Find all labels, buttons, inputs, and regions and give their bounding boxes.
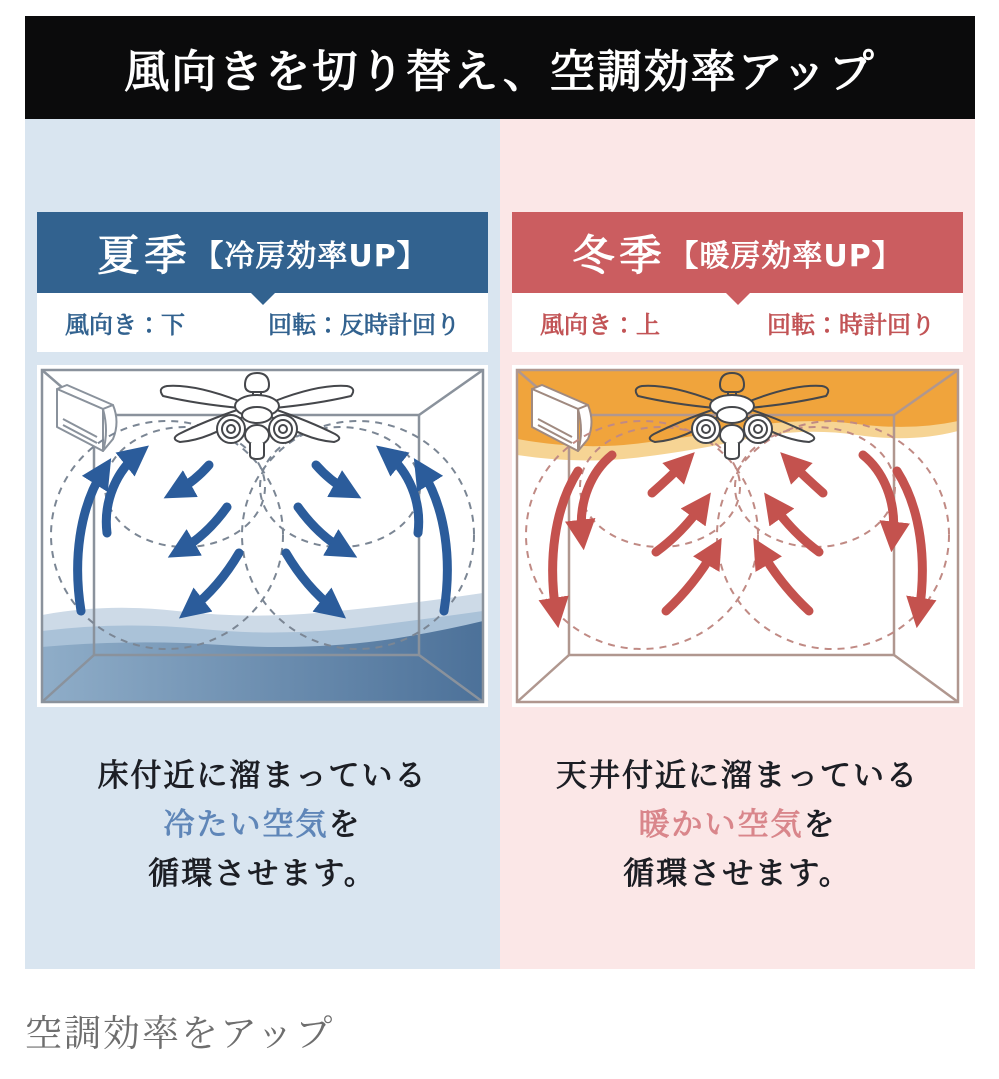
winter-caption-line3: 循環させます。 [623, 856, 852, 892]
winter-benefit-label: 【暖房効率UP】 [668, 238, 903, 274]
summer-header [37, 212, 488, 293]
summer-panel [25, 119, 500, 969]
summer-caption-line3: 循環させます。 [148, 856, 377, 892]
winter-caption-line1: 天井付近に溜まっている [556, 758, 919, 794]
winter-caption-line2 [500, 801, 975, 850]
summer-room-svg [37, 365, 488, 707]
winter-caption [500, 752, 975, 899]
winter-caption-particle: を [803, 807, 837, 843]
summer-caption-line2 [25, 801, 500, 850]
winter-rotation-label: 回転：時計回り [767, 311, 935, 339]
summer-season-label: 夏季 [97, 230, 192, 280]
winter-caption-highlight: 暖かい空気 [638, 807, 804, 843]
winter-season-label: 冬季 [572, 230, 667, 280]
summer-caption-particle: を [328, 807, 362, 843]
product-infographic [0, 16, 999, 1079]
season-panels [25, 119, 975, 969]
summer-rotation-label: 回転：反時計回り [268, 311, 460, 339]
winter-wind-direction-label: 風向き：上 [540, 311, 660, 339]
summer-caption-highlight: 冷たい空気 [163, 807, 329, 843]
banner [25, 16, 975, 119]
winter-room-svg [512, 365, 963, 707]
summer-benefit-label: 【冷房効率UP】 [193, 238, 428, 274]
summer-caption-line1: 床付近に溜まっている [97, 758, 428, 794]
winter-header [512, 212, 963, 293]
summer-wind-direction-label: 風向き：下 [65, 311, 185, 339]
footer-caption: 空調効率をアップ [25, 1012, 335, 1055]
summer-room-illustration [37, 365, 488, 707]
winter-panel [500, 119, 975, 969]
banner-title: 風向きを切り替え、空調効率アップ [124, 45, 876, 98]
winter-room-illustration [512, 365, 963, 707]
summer-caption [25, 752, 500, 899]
